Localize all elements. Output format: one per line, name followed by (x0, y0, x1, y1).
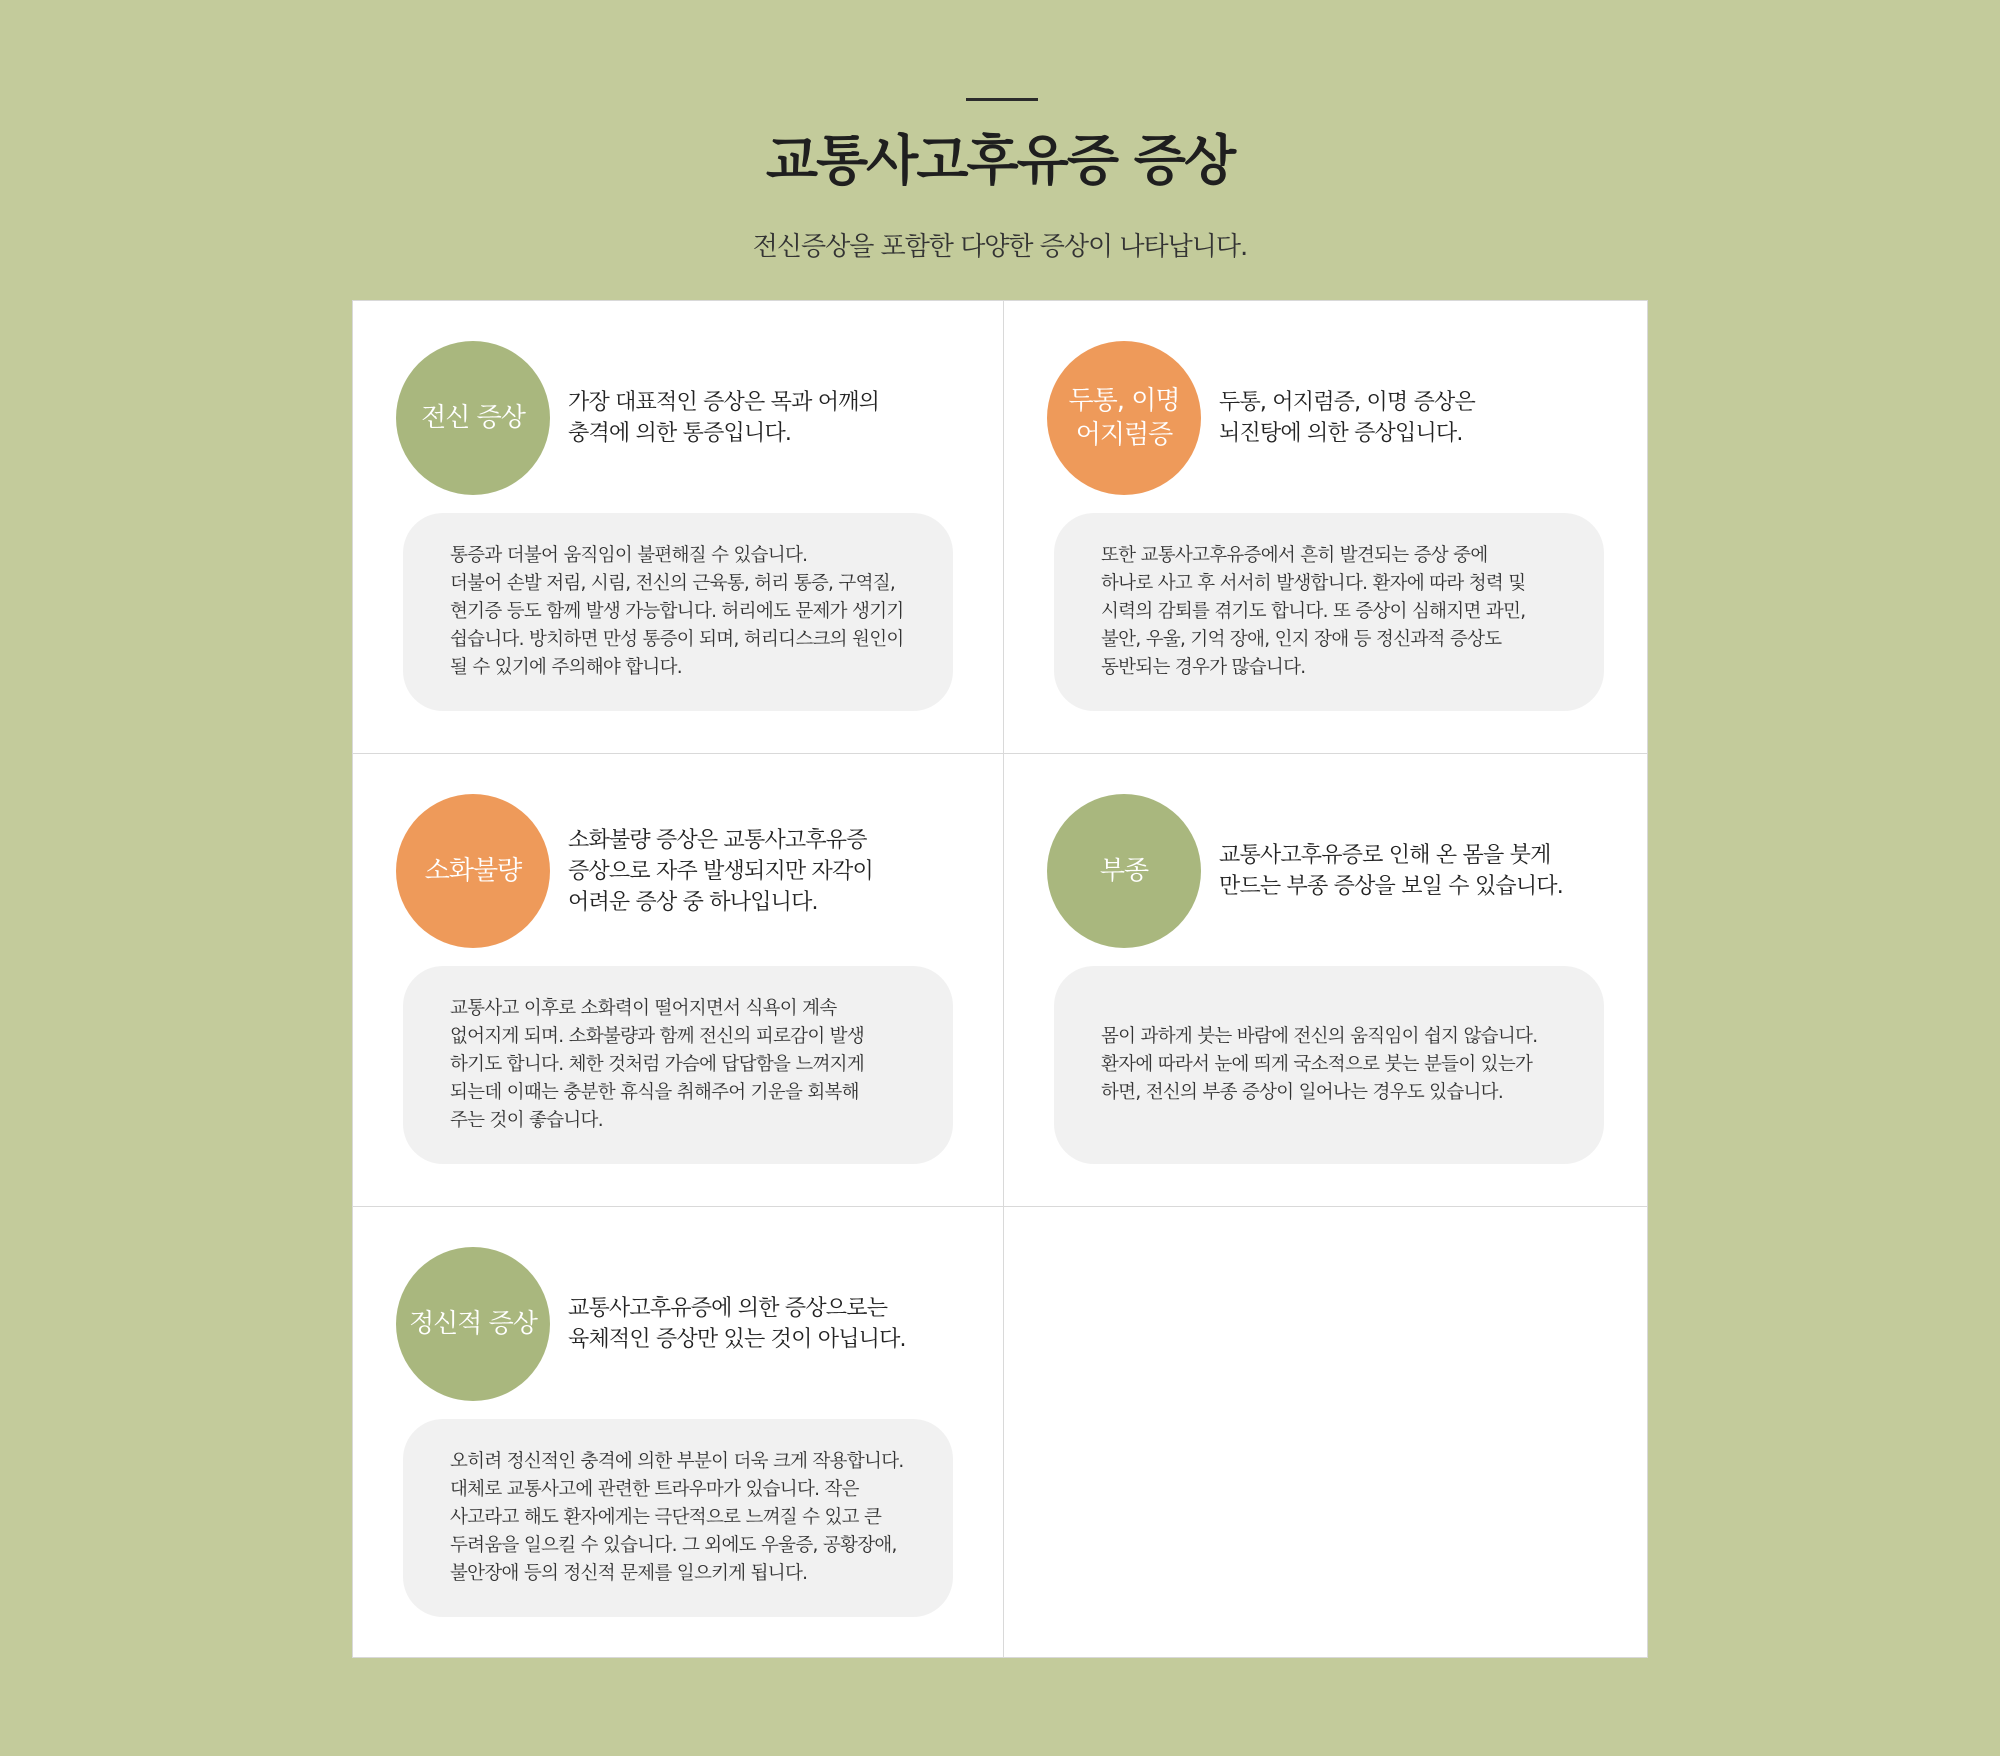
symptom-lead-text: 교통사고후유증로 인해 온 몸을 붓게 만드는 부종 증상을 보일 수 있습니다. (1219, 843, 1563, 899)
symptom-lead-text: 두통, 어지럼증, 이명 증상은 뇌진탕에 의한 증상입니다. (1219, 390, 1475, 446)
page-subtitle: 전신증상을 포함한 다양한 증상이 나타납니다. (752, 232, 1248, 262)
symptom-card-indigestion (353, 754, 1003, 1206)
symptom-detail-box: 오히려 정신적인 충격에 의한 부분이 더욱 크게 작용합니다. 대체로 교통사고에 관련한 트라우마가 있습니다. 작은 사고라고 해도 환자에게는 극단적으로 느껴질 수 있고 큰 두려움을 일으킬 수 있습니다. 그 외에도 우울증, 공황장애, 불안장애 등의 정신적 문제를 일으키게 됩니다. (403, 1419, 953, 1617)
page-title: 교통사고후유증 증상 (765, 129, 1235, 192)
title-accent-rule (966, 98, 1038, 101)
symptom-badge: 전신 증상 (396, 341, 550, 495)
empty-grid-cell (1004, 1207, 1654, 1659)
symptom-card-headache (1004, 301, 1654, 753)
symptom-card-mental (353, 1207, 1003, 1659)
symptom-badge: 소화불량 (396, 794, 550, 948)
symptom-badge: 부종 (1047, 794, 1201, 948)
symptom-lead-text: 소화불량 증상은 교통사고후유증 증상으로 자주 발생되지만 자각이 어려운 증상 중 하나입니다. (568, 827, 873, 915)
symptom-badge: 두통, 이명 어지럼증 (1047, 341, 1201, 495)
symptom-badge: 정신적 증상 (396, 1247, 550, 1401)
symptom-detail-box: 또한 교통사고후유증에서 흔히 발견되는 증상 중에 하나로 사고 후 서서히 발생합니다. 환자에 따라 청력 및 시력의 감퇴를 겪기도 합니다. 또 증상이 심해지면 과민, 불안, 우울, 기억 장애, 인지 장애 등 정신과적 증상도 동반되는 경우가 많습니다. (1054, 513, 1604, 711)
symptom-grid (352, 300, 1648, 1658)
symptom-card-edema (1004, 754, 1654, 1206)
symptom-lead-text: 교통사고후유증에 의한 증상으로는 육체적인 증상만 있는 것이 아닙니다. (568, 1296, 906, 1352)
symptom-card-whole-body (353, 301, 1003, 753)
symptom-detail-box: 통증과 더불어 움직임이 불편해질 수 있습니다. 더불어 손발 저림, 시림, 전신의 근육통, 허리 통증, 구역질, 현기증 등도 함께 발생 가능합니다. 허리에도 문제가 생기기 쉽습니다. 방치하면 만성 통증이 되며, 허리디스크의 원인이 될 수 있기에 주의해야 합니다. (403, 513, 953, 711)
symptom-lead-text: 가장 대표적인 증상은 목과 어깨의 충격에 의한 통증입니다. (568, 390, 880, 446)
symptom-detail-box: 교통사고 이후로 소화력이 떨어지면서 식욕이 계속 없어지게 되며. 소화불량과 함께 전신의 피로감이 발생 하기도 합니다. 체한 것처럼 가슴에 답답함을 느껴지게 되는데 이때는 충분한 휴식을 취해주어 기운을 회복해 주는 것이 좋습니다. (403, 966, 953, 1164)
symptom-detail-box: 몸이 과하게 붓는 바람에 전신의 움직임이 쉽지 않습니다. 환자에 따라서 눈에 띄게 국소적으로 붓는 분들이 있는가 하면, 전신의 부종 증상이 일어나는 경우도 있습니다. (1054, 966, 1604, 1164)
